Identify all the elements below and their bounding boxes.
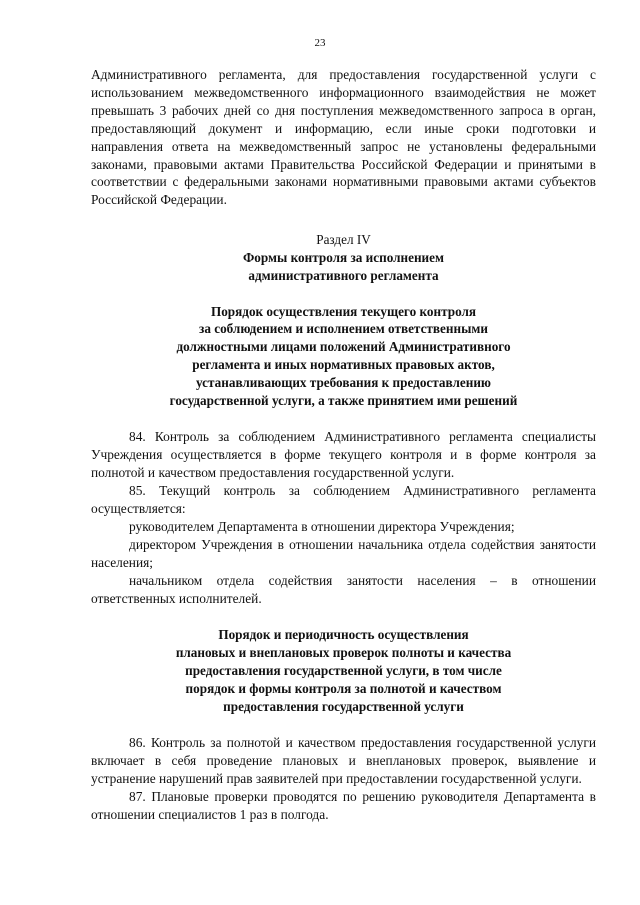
paragraph-85-item-3: начальником отдела содействия занятости населения – в отношении ответственных исполнителей. [91,572,596,606]
subsection-title-line: должностными лицами положений Административного [176,339,511,355]
subsection-title-line: предоставления государственной услуги [223,698,464,714]
subsection-title-inspections [91,626,596,715]
section-label: Раздел IV [316,232,371,248]
section-title [91,249,596,285]
paragraph-87: 87. Плановые проверки проводятся по решению руководителя Департамента в отношении специалистов 1 раз в полгода. [91,789,596,823]
subsection-title-line: за соблюдением и исполнением ответственными [199,321,488,337]
section-title-line: Формы контроля за исполнением [242,250,444,266]
subsection-title-current-control [91,303,596,410]
subsection-title-line: устанавливающих требования к предоставлению [195,374,491,390]
subsection-title-line: Порядок осуществления текущего контроля [210,303,477,319]
document-body [91,66,596,824]
subsection-title-line: предоставления государственной услуги, в том числе [185,663,502,679]
subsection-title-line: регламента и иных нормативных правовых актов, [192,357,495,373]
paragraph-85-item-2: директором Учреждения в отношении начальника отдела содействия занятости населения; [91,536,596,570]
subsection-title-line: плановых и внеплановых проверок полноты и качества [175,645,512,661]
page-number: 23 [314,37,326,49]
paragraph-84: 84. Контроль за соблюдением Административного регламента специалисты Учреждения осуществляется в форме текущего контроля и в форме контроля за полнотой и качеством предоставления государственной услуги. [91,429,596,481]
section-title-line: административного регламента [248,267,439,283]
subsection-title-line: государственной услуги, а также принятием ими решений [169,392,518,408]
paragraph-85-item-1: руководителем Департамента в отношении директора Учреждения; [129,518,515,534]
paragraph-85: 85. Текущий контроль за соблюдением Административного регламента осуществляется: [91,483,596,517]
subsection-title-line: порядок и формы контроля за полнотой и качеством [185,680,502,696]
subsection-title-line: Порядок и периодичность осуществления [218,627,469,643]
paragraph-86: 86. Контроль за полнотой и качеством предоставления государственной услуги включает в себя проведение плановых и внеплановых проверок, выявление и устранение нарушений прав заявителей при предоставлении государственной услуги. [91,735,596,787]
intro-paragraph: Административного регламента, для предоставления государственной услуги с использованием межведомственного информационного взаимодействия не может превышать 3 рабочих дней со дня поступления межведомственного запроса в орган, предоставляющий документ и информацию, если иные сроки подготовки и направления ответа на межведомственный запрос не установлены федеральными законами, правовыми актами Правительства Российской Федерации и принятыми в соответствии с федеральными законами нормативными правовыми актами субъектов Российской Федерации. [91,67,596,208]
